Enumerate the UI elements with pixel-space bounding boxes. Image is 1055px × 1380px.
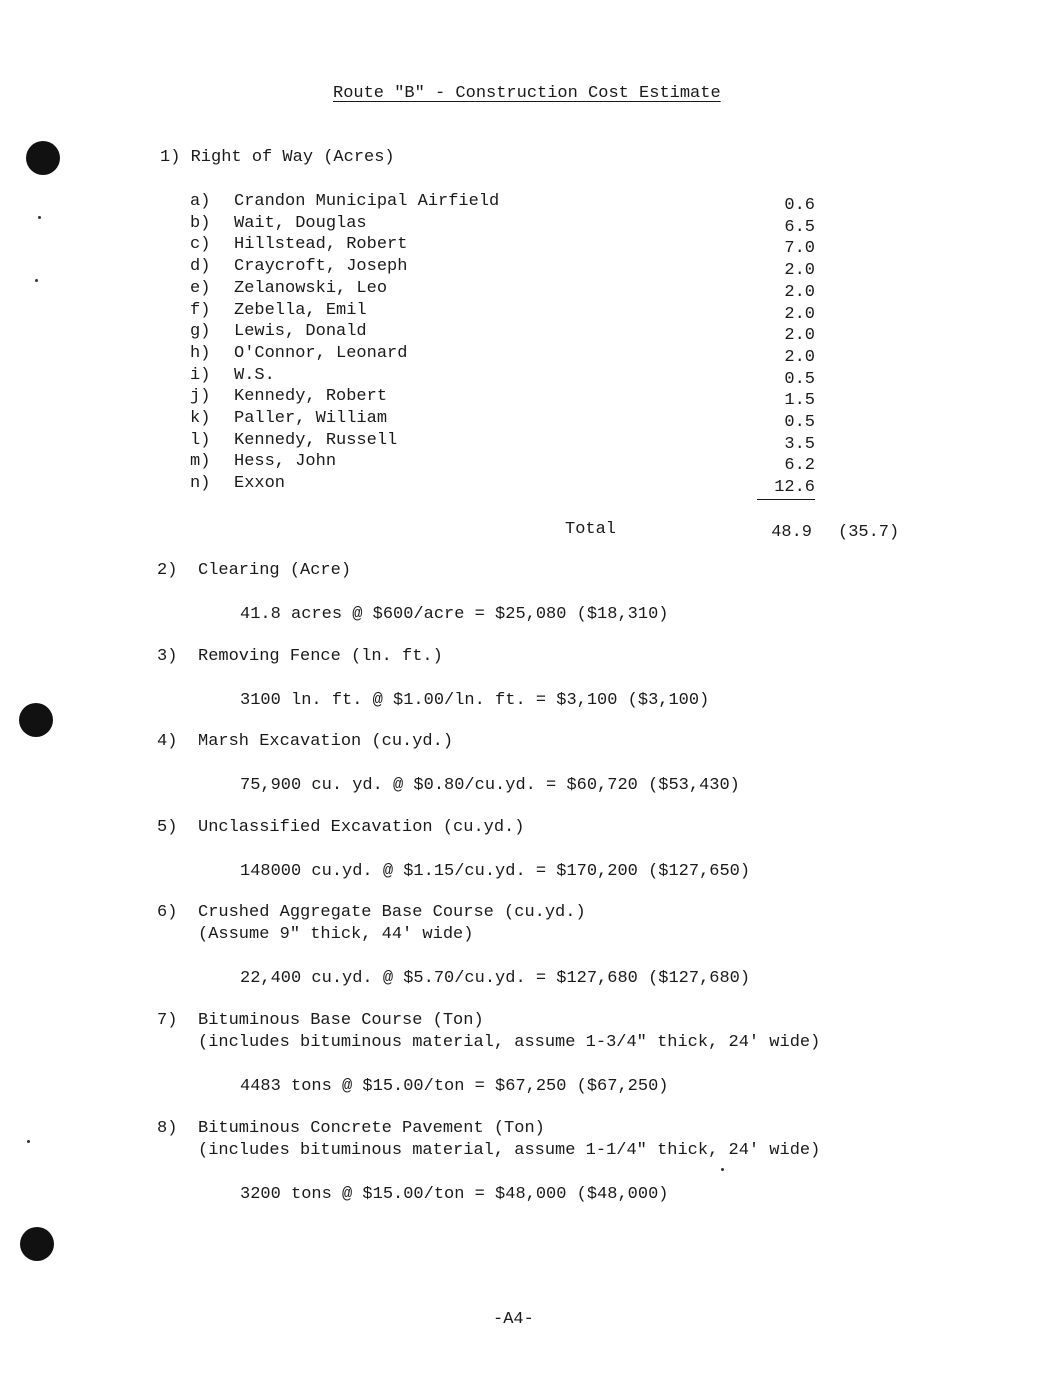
item-acres: 6.5 <box>784 217 815 237</box>
binder-hole-top <box>26 141 60 175</box>
section-calculation: 41.8 acres @ $600/acre = $25,080 ($18,310) <box>240 605 669 624</box>
item-owner-name: Paller, William <box>234 409 388 428</box>
item-acres: 0.5 <box>784 413 815 432</box>
item-acres: 12.6 <box>774 478 815 498</box>
item-letter: e) <box>190 278 211 298</box>
section-heading: Clearing (Acre) <box>198 561 352 580</box>
section-calculation: 3100 ln. ft. @ $1.00/ln. ft. = $3,100 ($3,100) <box>240 691 710 710</box>
item-owner-name: Zebella, Emil <box>234 300 367 320</box>
item-letter: n) <box>190 474 211 494</box>
item-letter: d) <box>190 257 211 277</box>
section-calculation: 148000 cu.yd. @ $1.15/cu.yd. = $170,200 ($127,650) <box>240 862 751 881</box>
section-note: (includes bituminous material, assume 1-3/4" thick, 24' wide) <box>198 1033 821 1052</box>
item-owner-name: Kennedy, Russell <box>234 430 398 450</box>
page-number: -A4- <box>493 1310 534 1329</box>
section-note: (Assume 9" thick, 44' wide) <box>198 925 474 944</box>
item-letter: h) <box>190 343 211 363</box>
item-owner-name: W.S. <box>234 365 275 385</box>
item-acres: 7.0 <box>784 239 815 259</box>
item-letter: c) <box>190 235 211 255</box>
item-acres: 1.5 <box>784 391 815 411</box>
item-acres: 0.6 <box>784 196 815 215</box>
total-alt-value: (35.7) <box>838 523 900 542</box>
item-letter: i) <box>190 365 211 385</box>
section-number: 2) <box>157 561 178 580</box>
item-letter: g) <box>190 322 211 342</box>
section-number: 3) <box>157 647 178 666</box>
item-acres: 2.0 <box>784 261 815 281</box>
item-letter: f) <box>190 300 211 320</box>
item-owner-name: Zelanowski, Leo <box>234 278 388 298</box>
item-acres: 2.0 <box>784 282 815 302</box>
section-heading: Marsh Excavation (cu.yd.) <box>198 732 454 751</box>
item-letter: a) <box>190 192 211 211</box>
item-letter: k) <box>190 409 211 428</box>
item-letter: l) <box>190 430 211 450</box>
item-owner-name: Kennedy, Robert <box>234 387 388 407</box>
item-acres: 2.0 <box>784 347 815 367</box>
item-owner-name: Wait, Douglas <box>234 213 367 233</box>
speck <box>38 216 41 219</box>
section-number: 5) <box>157 818 178 837</box>
section-calculation: 4483 tons @ $15.00/ton = $67,250 ($67,250) <box>240 1077 669 1096</box>
binder-hole-bottom <box>20 1227 54 1261</box>
item-owner-name: O'Connor, Leonard <box>234 343 408 363</box>
section-heading: Bituminous Concrete Pavement (Ton) <box>198 1119 545 1138</box>
section-calculation: 22,400 cu.yd. @ $5.70/cu.yd. = $127,680 ($127,680) <box>240 969 751 988</box>
item-owner-name: Hillstead, Robert <box>234 235 408 255</box>
item-acres: 2.0 <box>784 326 815 346</box>
item-letter: m) <box>190 452 211 472</box>
item-acres: 0.5 <box>784 369 815 389</box>
section-number: 4) <box>157 732 178 751</box>
item-owner-name: Lewis, Donald <box>234 322 367 342</box>
section-1-heading: 1) Right of Way (Acres) <box>160 148 395 167</box>
section-calculation: 75,900 cu. yd. @ $0.80/cu.yd. = $60,720 ($53,430) <box>240 776 740 795</box>
item-owner-name: Exxon <box>234 474 286 494</box>
item-letter: j) <box>190 387 211 407</box>
total-value: 48.9 <box>771 523 812 542</box>
section-heading: Crushed Aggregate Base Course (cu.yd.) <box>198 903 586 922</box>
page-title: Route "B" - Construction Cost Estimate <box>333 84 721 103</box>
section-heading: Removing Fence (ln. ft.) <box>198 647 443 666</box>
section-heading: Unclassified Excavation (cu.yd.) <box>198 818 525 837</box>
section-number: 6) <box>157 903 178 922</box>
total-label: Total <box>565 520 617 539</box>
section-heading: Bituminous Base Course (Ton) <box>198 1011 484 1030</box>
speck <box>27 1140 30 1143</box>
item-owner-name: Craycroft, Joseph <box>234 257 408 277</box>
total-underline <box>757 499 815 500</box>
section-note: (includes bituminous material, assume 1-1/4" thick, 24' wide) <box>198 1141 821 1160</box>
item-acres: 3.5 <box>784 434 815 454</box>
item-acres: 6.2 <box>784 456 815 476</box>
section-number: 8) <box>157 1119 178 1138</box>
item-acres: 2.0 <box>784 304 815 324</box>
binder-hole-middle <box>19 703 53 737</box>
item-owner-name: Hess, John <box>234 452 337 472</box>
speck <box>35 279 38 282</box>
speck <box>721 1168 724 1171</box>
item-owner-name: Crandon Municipal Airfield <box>234 192 500 211</box>
section-calculation: 3200 tons @ $15.00/ton = $48,000 ($48,000) <box>240 1185 669 1204</box>
item-letter: b) <box>190 213 211 233</box>
section-number: 7) <box>157 1011 178 1030</box>
